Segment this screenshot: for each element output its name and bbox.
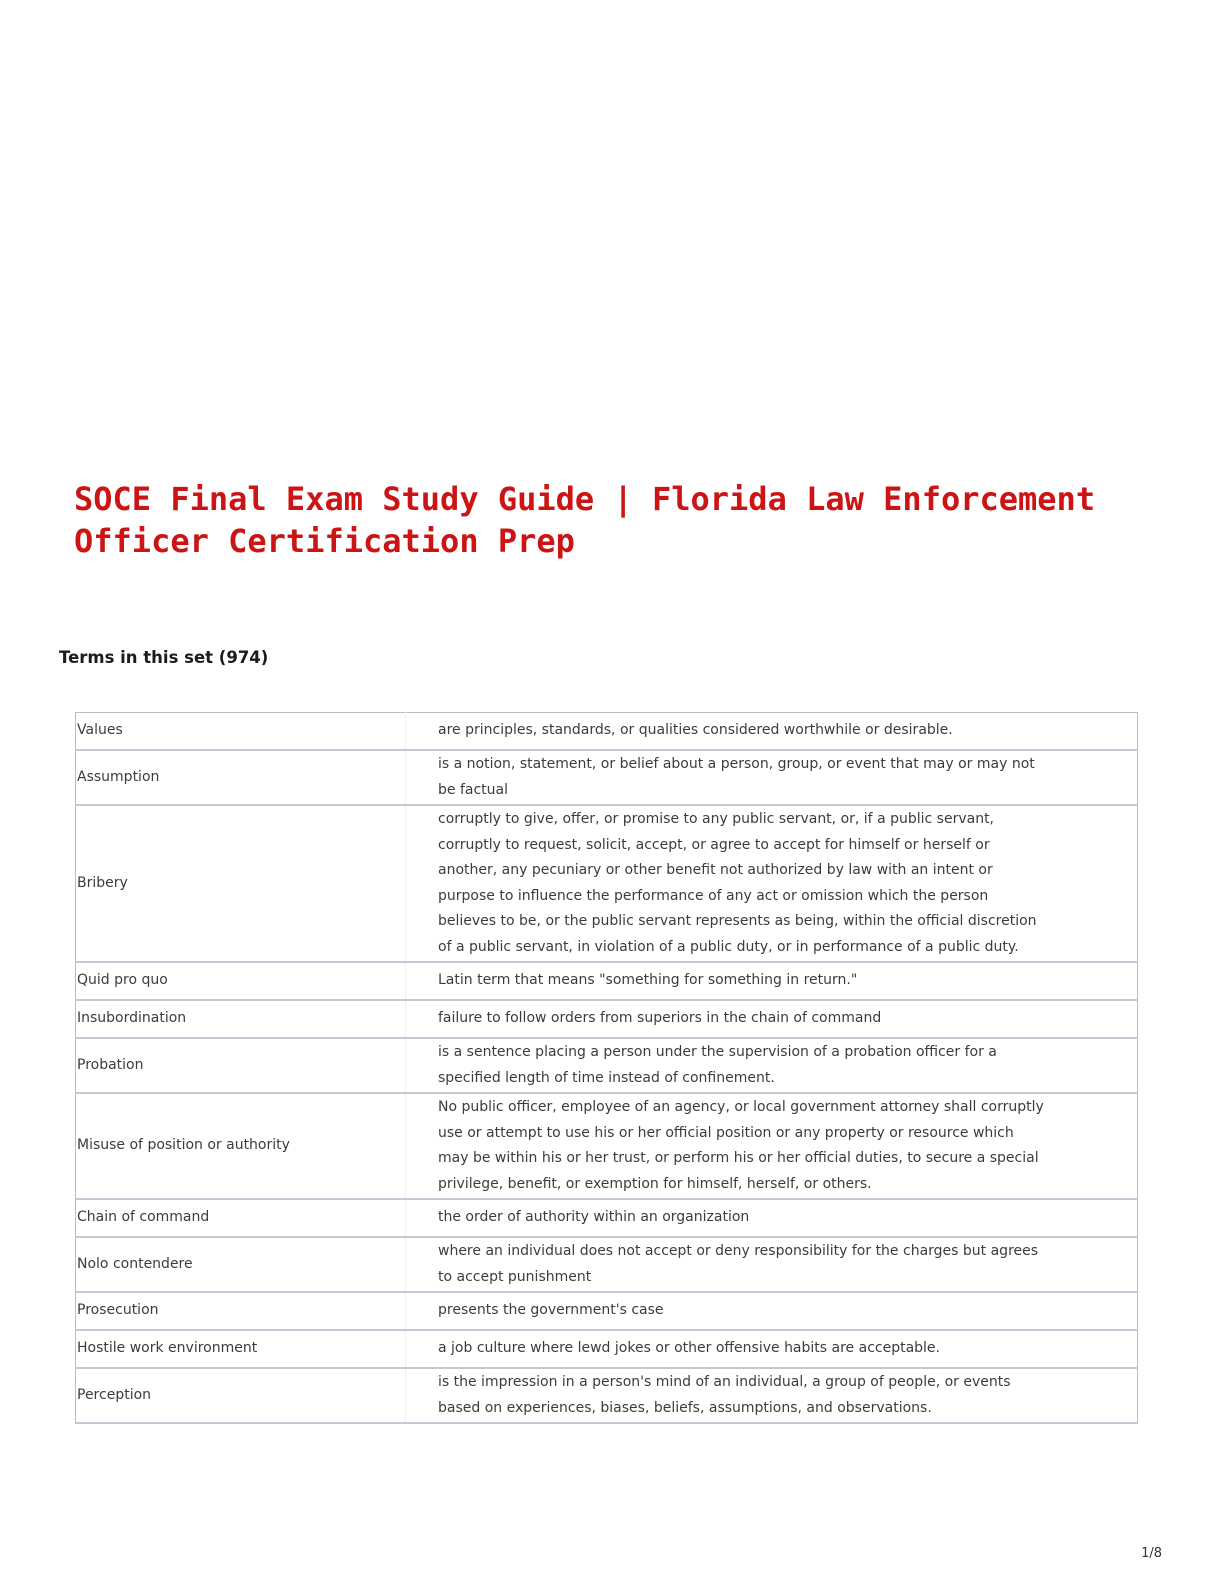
term-cell: Prosecution <box>76 1292 406 1330</box>
definition-cell: failure to follow orders from superiors in the chain of command <box>438 1010 882 1027</box>
term-cell: Values <box>76 713 406 751</box>
term-cell: Misuse of position or authority <box>76 1093 406 1199</box>
term-cell: Chain of command <box>76 1199 406 1237</box>
table-row <box>76 1237 1138 1292</box>
definition-cell: is a sentence placing a person under the supervision of a probation officer for a specified length of time instead of confinement. <box>438 1044 997 1086</box>
table-row <box>76 1199 1138 1237</box>
term-cell: Nolo contendere <box>76 1237 406 1292</box>
document-title-line-1: SOCE Final Exam Study Guide | Florida Law Enforcement <box>74 480 1096 518</box>
table-row <box>76 1093 1138 1199</box>
page-number: 1/8 <box>1141 1546 1162 1561</box>
table-row <box>76 1330 1138 1368</box>
term-cell: Hostile work environment <box>76 1330 406 1368</box>
table-row <box>76 962 1138 1000</box>
term-cell: Perception <box>76 1368 406 1423</box>
table-row <box>76 1000 1138 1038</box>
term-cell: Insubordination <box>76 1000 406 1038</box>
definition-cell: are principles, standards, or qualities considered worthwhile or desirable. <box>438 722 953 739</box>
definition-cell: corruptly to give, offer, or promise to any public servant, or, if a public servant, corruptly to request, solicit, accept, or agree to accept for himself or herself or another, any pecuniary or other benefit not authorized by law with an intent or purpose to influence the performance of any act or omission which the person believes to be, or the public servant represents as being, within the official discretion of a public servant, in violation of a public duty, or in performance of a public duty. <box>438 811 1037 955</box>
term-cell: Assumption <box>76 750 406 805</box>
term-cell: Quid pro quo <box>76 962 406 1000</box>
document-title-line-2: Officer Certification Prep <box>74 522 575 560</box>
table-row <box>76 1292 1138 1330</box>
definition-cell: a job culture where lewd jokes or other offensive habits are acceptable. <box>438 1340 940 1357</box>
definition-cell: Latin term that means "something for something in return." <box>438 972 858 989</box>
term-cell: Probation <box>76 1038 406 1093</box>
table-row <box>76 1038 1138 1093</box>
table-row <box>76 713 1138 751</box>
definition-cell: No public officer, employee of an agency, or local government attorney shall corruptly use or attempt to use his or her official position or any property or resource which may be within his or her trust, or perform his or her official duties, to secure a special privilege, benefit, or exemption for himself, herself, or others. <box>438 1099 1044 1192</box>
definition-cell: is a notion, statement, or belief about a person, group, or event that may or may not be factual <box>438 756 1035 798</box>
table-row <box>76 750 1138 805</box>
table-row <box>76 1368 1138 1423</box>
terms-count-heading: Terms in this set (974) <box>59 648 269 667</box>
table-row <box>76 805 1138 962</box>
definition-cell: the order of authority within an organization <box>438 1209 750 1226</box>
document-title <box>74 478 1194 562</box>
definition-cell: is the impression in a person's mind of an individual, a group of people, or events based on experiences, biases, beliefs, assumptions, and observations. <box>438 1374 1011 1416</box>
definition-cell: where an individual does not accept or deny responsibility for the charges but agrees to accept punishment <box>438 1243 1039 1285</box>
term-cell: Bribery <box>76 805 406 962</box>
definition-cell: presents the government's case <box>438 1302 664 1319</box>
terms-table <box>75 712 1138 1424</box>
